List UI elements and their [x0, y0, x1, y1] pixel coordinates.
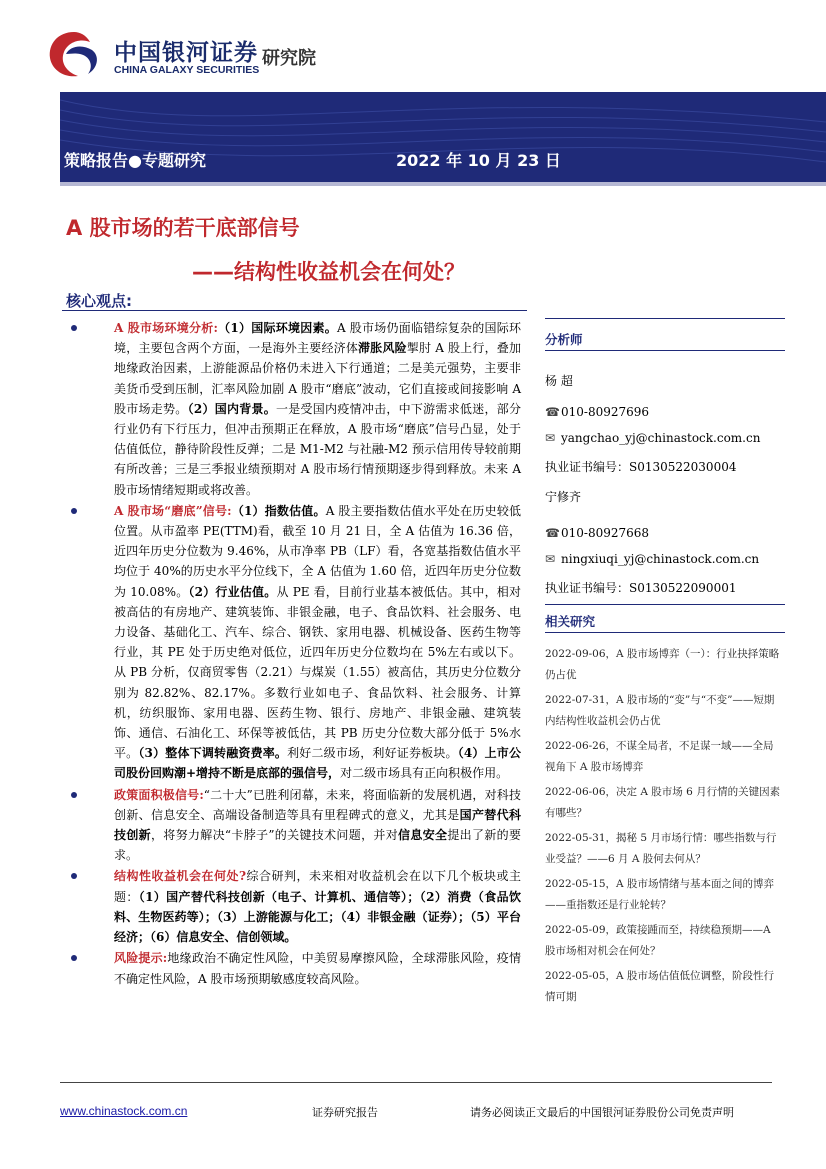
logo-chinese-name: 中国银河证券: [114, 40, 258, 66]
core-point-text: （1）国产替代科技创新（电子、计算机、通信等）；（2）消费（食品饮料、生物医药等）；（3）上游能源与化工；（4）非银金融（证券）；（5）平台经济；（6）信息安全、信创领域。: [114, 889, 521, 945]
core-point-text: 利好二级市场，利好证券板块。: [287, 746, 458, 761]
bullet-icon: [71, 508, 77, 514]
bullet-icon: [71, 873, 77, 879]
related-research-item[interactable]: 2022-06-26，不谋全局者，不足谋一域——全局视角下 A 股市场博弈: [545, 740, 774, 773]
related-research-item[interactable]: 2022-05-05，A 股市场估值低位调整，阶段性行情可期: [545, 970, 774, 1003]
analyst-license: 执业证书编号：S0130522090001: [545, 581, 737, 595]
related-research-heading: 相关研究: [545, 614, 596, 629]
core-point-label: A 股市场环境分析:: [114, 321, 218, 335]
core-point-text: （2）国内背景。: [187, 401, 277, 416]
core-point-text: （4）上市公司股份回购潮+增持不断是底部的强信号，: [114, 746, 521, 781]
related-research-list: [545, 644, 783, 1012]
bullet-icon: [71, 792, 77, 798]
analyst-phone: 010-80927696: [561, 405, 650, 419]
analyst-email[interactable]: ningxiuqi_yj@chinastock.com.cn: [561, 552, 760, 566]
report-type-label: 策略报告●专题研究: [64, 151, 206, 170]
bullet-icon: [71, 325, 77, 331]
core-point-text: A 股市场仍面临错综复杂的国际环境，主要包含两个方面，一是海外主要经济体: [114, 321, 522, 356]
core-point: [66, 866, 521, 947]
core-point-label: 结构性收益机会在何处?: [114, 869, 247, 884]
related-top-rule: [545, 604, 785, 605]
analyst-heading: 分析师: [545, 332, 583, 347]
core-point-text: 掣肘 A 股上行，叠加地缘政治因素，上游能源品价格仍未进入下行通道；二是美元强势，主要非美货币受到压制，汇率风险加剧 A 股市“磨底”波动，它们直接或间接影响 A 股市场走势。: [114, 341, 521, 416]
analyst-license: 执业证书编号：S0130522030004: [545, 460, 737, 474]
department-name: 研究院: [262, 48, 316, 69]
envelope-icon: ✉: [545, 552, 556, 566]
analyst-top-rule: [545, 318, 785, 319]
phone-icon: ☎: [545, 405, 560, 419]
analyst-phone-row: [545, 405, 785, 419]
core-point-text: （3）整体下调转融资费率。: [138, 746, 288, 761]
core-points-list: [66, 318, 521, 990]
core-point-text: 国产替代科技创新: [114, 807, 521, 843]
footer-report-type: 证券研究报告: [312, 1106, 378, 1119]
core-point-text: 提出了新的要求。: [114, 828, 521, 863]
core-point-text: 从 PE 看，目前行业基本被低估。其中，相对被高估的有房地产、建筑装饰、非银金融，电子、食品饮料、社会服务、电力设备、基础化工、汽车、综合、钢铁、家用电器、机械设备、医药生物等行业，其 PE 处于历史绝对低位，近四年历史分位数均在 5%左右或以下。从 PB 分析，仅商贸零售（2.21）与煤炭（1.55）被高估，其历史分位数分别为 82.82%、82.17%。多数行业如电子、食品饮料、社会服务、计算机，纺织服饰、家用电器、医药生物、银行、房地产、非银金融、建筑装饰、通信、石油化工、环保等被低估，其 PB 历史分位数大部分低于 5%水平。: [114, 584, 521, 761]
analyst-name: 杨 超: [545, 374, 573, 388]
footer-rule: [60, 1082, 772, 1083]
logo-english-name: CHINA GALAXY SECURITIES: [114, 64, 260, 76]
related-bottom-rule: [545, 632, 785, 633]
core-point-text: “二十大”已胜利闭幕，未来，将面临新的发展机遇，对科技创新、信息安全、高端设备制造等具有里程碑式的意义，尤其是: [114, 787, 521, 822]
core-point-label: A 股市场“磨底”信号:: [114, 503, 232, 518]
core-views-heading: 核心观点:: [66, 292, 132, 310]
core-point-label: 政策面积极信号:: [114, 787, 204, 802]
core-point: [66, 318, 521, 500]
envelope-icon: ✉: [545, 431, 556, 445]
core-point-text: ，将努力解决“卡脖子”的关键技术问题，并对: [150, 828, 399, 843]
related-research-item[interactable]: 2022-09-06，A 股市场博弈（一）：行业抉择策略仍占优: [545, 648, 780, 681]
core-point-text: 综合研判，未来相对收益机会在以下几个板块或主题：: [114, 869, 521, 904]
core-point-text: （2）行业估值。: [188, 584, 277, 599]
core-point-text: 一是受国内疫情冲击，中下游需求低迷，部分行业仍有下行压力，但冲击预期正在释放，A 股市场“磨底”信号凸显，处于估值低位，静待阶段性反弹；二是 M1-M2 与社融-M2 预示信用传导较前期有所改善；三是三季报业绩预期对 A 股市场行情预期逐步得到释放。未来 A 股市场情绪短期或将改善。: [114, 401, 521, 497]
company-logo: [44, 28, 104, 80]
analyst-name: 宁修齐: [545, 490, 582, 504]
phone-icon: ☎: [545, 526, 560, 540]
core-point-text: 信息安全: [398, 828, 448, 843]
core-point-text: （1）国际环境因素。: [217, 321, 338, 335]
core-point-text: 对二级市场具有正向积极作用。: [340, 766, 509, 781]
core-point: [66, 785, 521, 866]
core-point-text: 滞胀风险: [358, 341, 407, 356]
analyst-bottom-rule: [545, 350, 785, 351]
related-research-item[interactable]: 2022-07-31，A 股市场的“变”与“不变”——短期内结构性收益机会仍占优: [545, 694, 775, 727]
core-point-text: A 股主要指数估值水平处在历史较低位置。从市盈率 PE(TTM)看，截至 10 月 21 日，全 A 估值为 16.36 倍，近四年历史分位数为 9.46%，从市净率 PB（LF）看，各宽基指数估值水平均位于 40%的历史水平分位线下，全 A 估值为 1.60 倍，近四年历史分位数为 10.08%。: [114, 503, 522, 599]
report-title: A 股市场的若干底部信号: [66, 216, 300, 240]
related-research-item[interactable]: 2022-05-09，政策接踵而至，持续稳预期——A 股市场相对机会在何处？: [545, 924, 771, 957]
analyst-email-row: [545, 552, 785, 566]
core-point-label: 风险提示:: [114, 951, 168, 966]
core-views-rule: [62, 310, 527, 311]
footer-disclaimer: 请务必阅读正文最后的中国银河证券股份公司免责声明: [470, 1106, 734, 1119]
related-research-item[interactable]: 2022-05-31，揭秘 5 月市场行情：哪些指数与行业受益？——6 月 A 股何去何从？: [545, 832, 777, 865]
analyst-email-row: [545, 431, 785, 445]
report-date: 2022 年 10 月 23 日: [396, 151, 561, 170]
report-subtitle: ——结构性收益机会在何处？: [192, 260, 465, 284]
core-point: [66, 501, 521, 784]
banner-divider: [60, 182, 826, 186]
footer-website-link[interactable]: www.chinastock.com.cn: [60, 1104, 188, 1118]
analyst-email[interactable]: yangchao_yj@chinastock.com.cn: [561, 431, 761, 445]
related-research-item[interactable]: 2022-06-06，决定 A 股市场 6 月行情的关键因素有哪些？: [545, 786, 781, 819]
core-point: [66, 948, 521, 988]
bullet-icon: [71, 955, 77, 961]
core-point-text: 地缘政治不确定性风险，中美贸易摩擦风险，全球滞胀风险，疫情不确定性风险，A 股市场预期敏感度较高风险。: [114, 951, 521, 986]
analyst-phone-row: [545, 526, 785, 540]
related-research-item[interactable]: 2022-05-15，A 股市场情绪与基本面之间的博弈——重指数还是行业轮转？: [545, 878, 774, 911]
analyst-phone: 010-80927668: [561, 526, 650, 540]
core-point-text: （1）指数估值。: [231, 503, 326, 518]
